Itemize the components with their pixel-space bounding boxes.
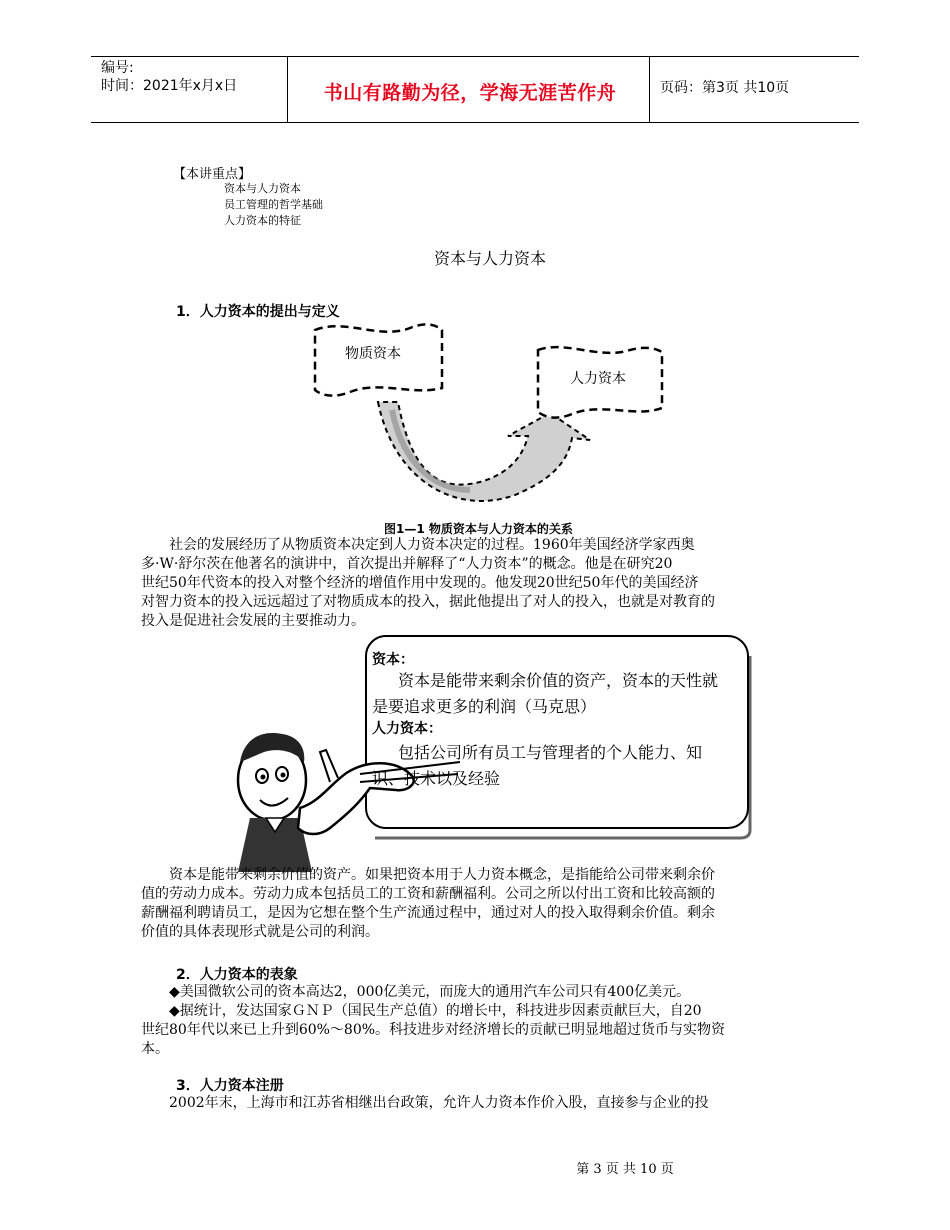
callout-hc-text xyxy=(372,740,742,792)
focus-item: 员工管理的哲学基础 xyxy=(224,198,323,211)
paragraph-line: ◆美国微软公司的资本高达2，000亿美元，而庞大的通用汽车公司只有400亿美元。 xyxy=(169,984,691,1000)
paragraph-line: 对智力资本的投入远远超过了对物质成本的投入，据此他提出了对人的投入，也就是对教育的 xyxy=(141,594,715,610)
header-top-rule xyxy=(91,56,859,57)
callout-line: 是要追求更多的利润（马克思） xyxy=(372,697,597,716)
paragraph-line: 多·W·舒尔茨在他著名的演讲中，首次提出并解释了“人力资本”的概念。他是在研究20 xyxy=(141,556,673,572)
paragraph-line: 值的劳动力成本。劳动力成本包括员工的工资和薪酬福利。公司之所以付出工资和比较高额的 xyxy=(141,886,715,902)
paragraph-line: 价值的具体表现形式就是公司的利润。 xyxy=(141,924,379,940)
paragraph-line: ◆据统计，发达国家ＧＮＰ（国民生产总值）的增长中，科技进步因素贡献巨大，自20 xyxy=(169,1003,702,1019)
paragraph-line: 薪酬福利聘请员工，是因为它想在整个生产流通过程中，通过对人的投入取得剩余价值。剩余 xyxy=(141,905,715,921)
sec3-heading: 3．人力资本注册 xyxy=(176,1078,284,1094)
callout-line: 包括公司所有员工与管理者的个人能力、知 xyxy=(398,743,703,762)
header-time-label: 时间：2021年x月x日 xyxy=(101,78,238,94)
section-title: 资本与人力资本 xyxy=(433,249,546,268)
paragraph-2 xyxy=(141,866,813,942)
capital-relation-diagram xyxy=(300,310,680,520)
paragraph-line: 世纪50年代资本的投入对整个经济的增值作用中发现的。他发现20世纪50年代的美国经济 xyxy=(141,575,699,591)
sec2-heading: 2．人力资本的表象 xyxy=(176,967,298,983)
callout-capital-label: 资本： xyxy=(372,652,414,668)
header-page-info: 页码：第3页 共10页 xyxy=(660,80,790,96)
header-motto: 书山有路勤为径，学海无涯苦作舟 xyxy=(323,82,617,104)
sec3-body xyxy=(141,1094,813,1113)
paragraph-line: 投入是促进社会发展的主要推动力。 xyxy=(141,613,365,629)
header-number-label: 编号: xyxy=(101,60,134,76)
callout-capital-text xyxy=(372,668,742,720)
paragraph-line: 本。 xyxy=(141,1041,169,1057)
figure-caption: 图1—1 物质资本与人力资本的关系 xyxy=(384,522,573,536)
focus-item: 人力资本的特征 xyxy=(224,214,301,227)
sec2-body xyxy=(141,983,813,1059)
focus-title: 【本讲重点】 xyxy=(173,167,252,182)
callout-line: 识、技术以及经验 xyxy=(372,769,501,788)
footer-page-number: 第 3 页 共 10 页 xyxy=(576,1162,674,1177)
paragraph-line: 2002年末，上海市和江苏省相继出台政策，允许人力资本作价入股，直接参与企业的投 xyxy=(169,1095,709,1111)
callout-line: 资本是能带来剩余价值的资产，资本的天性就 xyxy=(398,671,719,690)
paragraph-line: 世纪80年代以来已上升到60%～80%。科技进步对经济增长的贡献已明显地超过货币与实物资 xyxy=(141,1022,726,1038)
paragraph-line: 资本是能带来剩余价值的资产。如果把资本用于人力资本概念，是指能给公司带来剩余价 xyxy=(169,867,715,883)
header-divider-right xyxy=(649,56,650,122)
box-label-human: 人力资本 xyxy=(570,371,626,387)
header-divider-left xyxy=(287,56,288,122)
focus-item: 资本与人力资本 xyxy=(224,182,301,195)
callout-hc-label: 人力资本： xyxy=(372,721,442,737)
paragraph-1 xyxy=(141,536,813,631)
sec1-heading: 1．人力资本的提出与定义 xyxy=(176,304,340,320)
paragraph-line: 社会的发展经历了从物质资本决定到人力资本决定的过程。1960年美国经济学家西奥 xyxy=(169,537,695,553)
header-bottom-rule xyxy=(91,122,859,123)
box-label-physical: 物质资本 xyxy=(345,346,401,362)
